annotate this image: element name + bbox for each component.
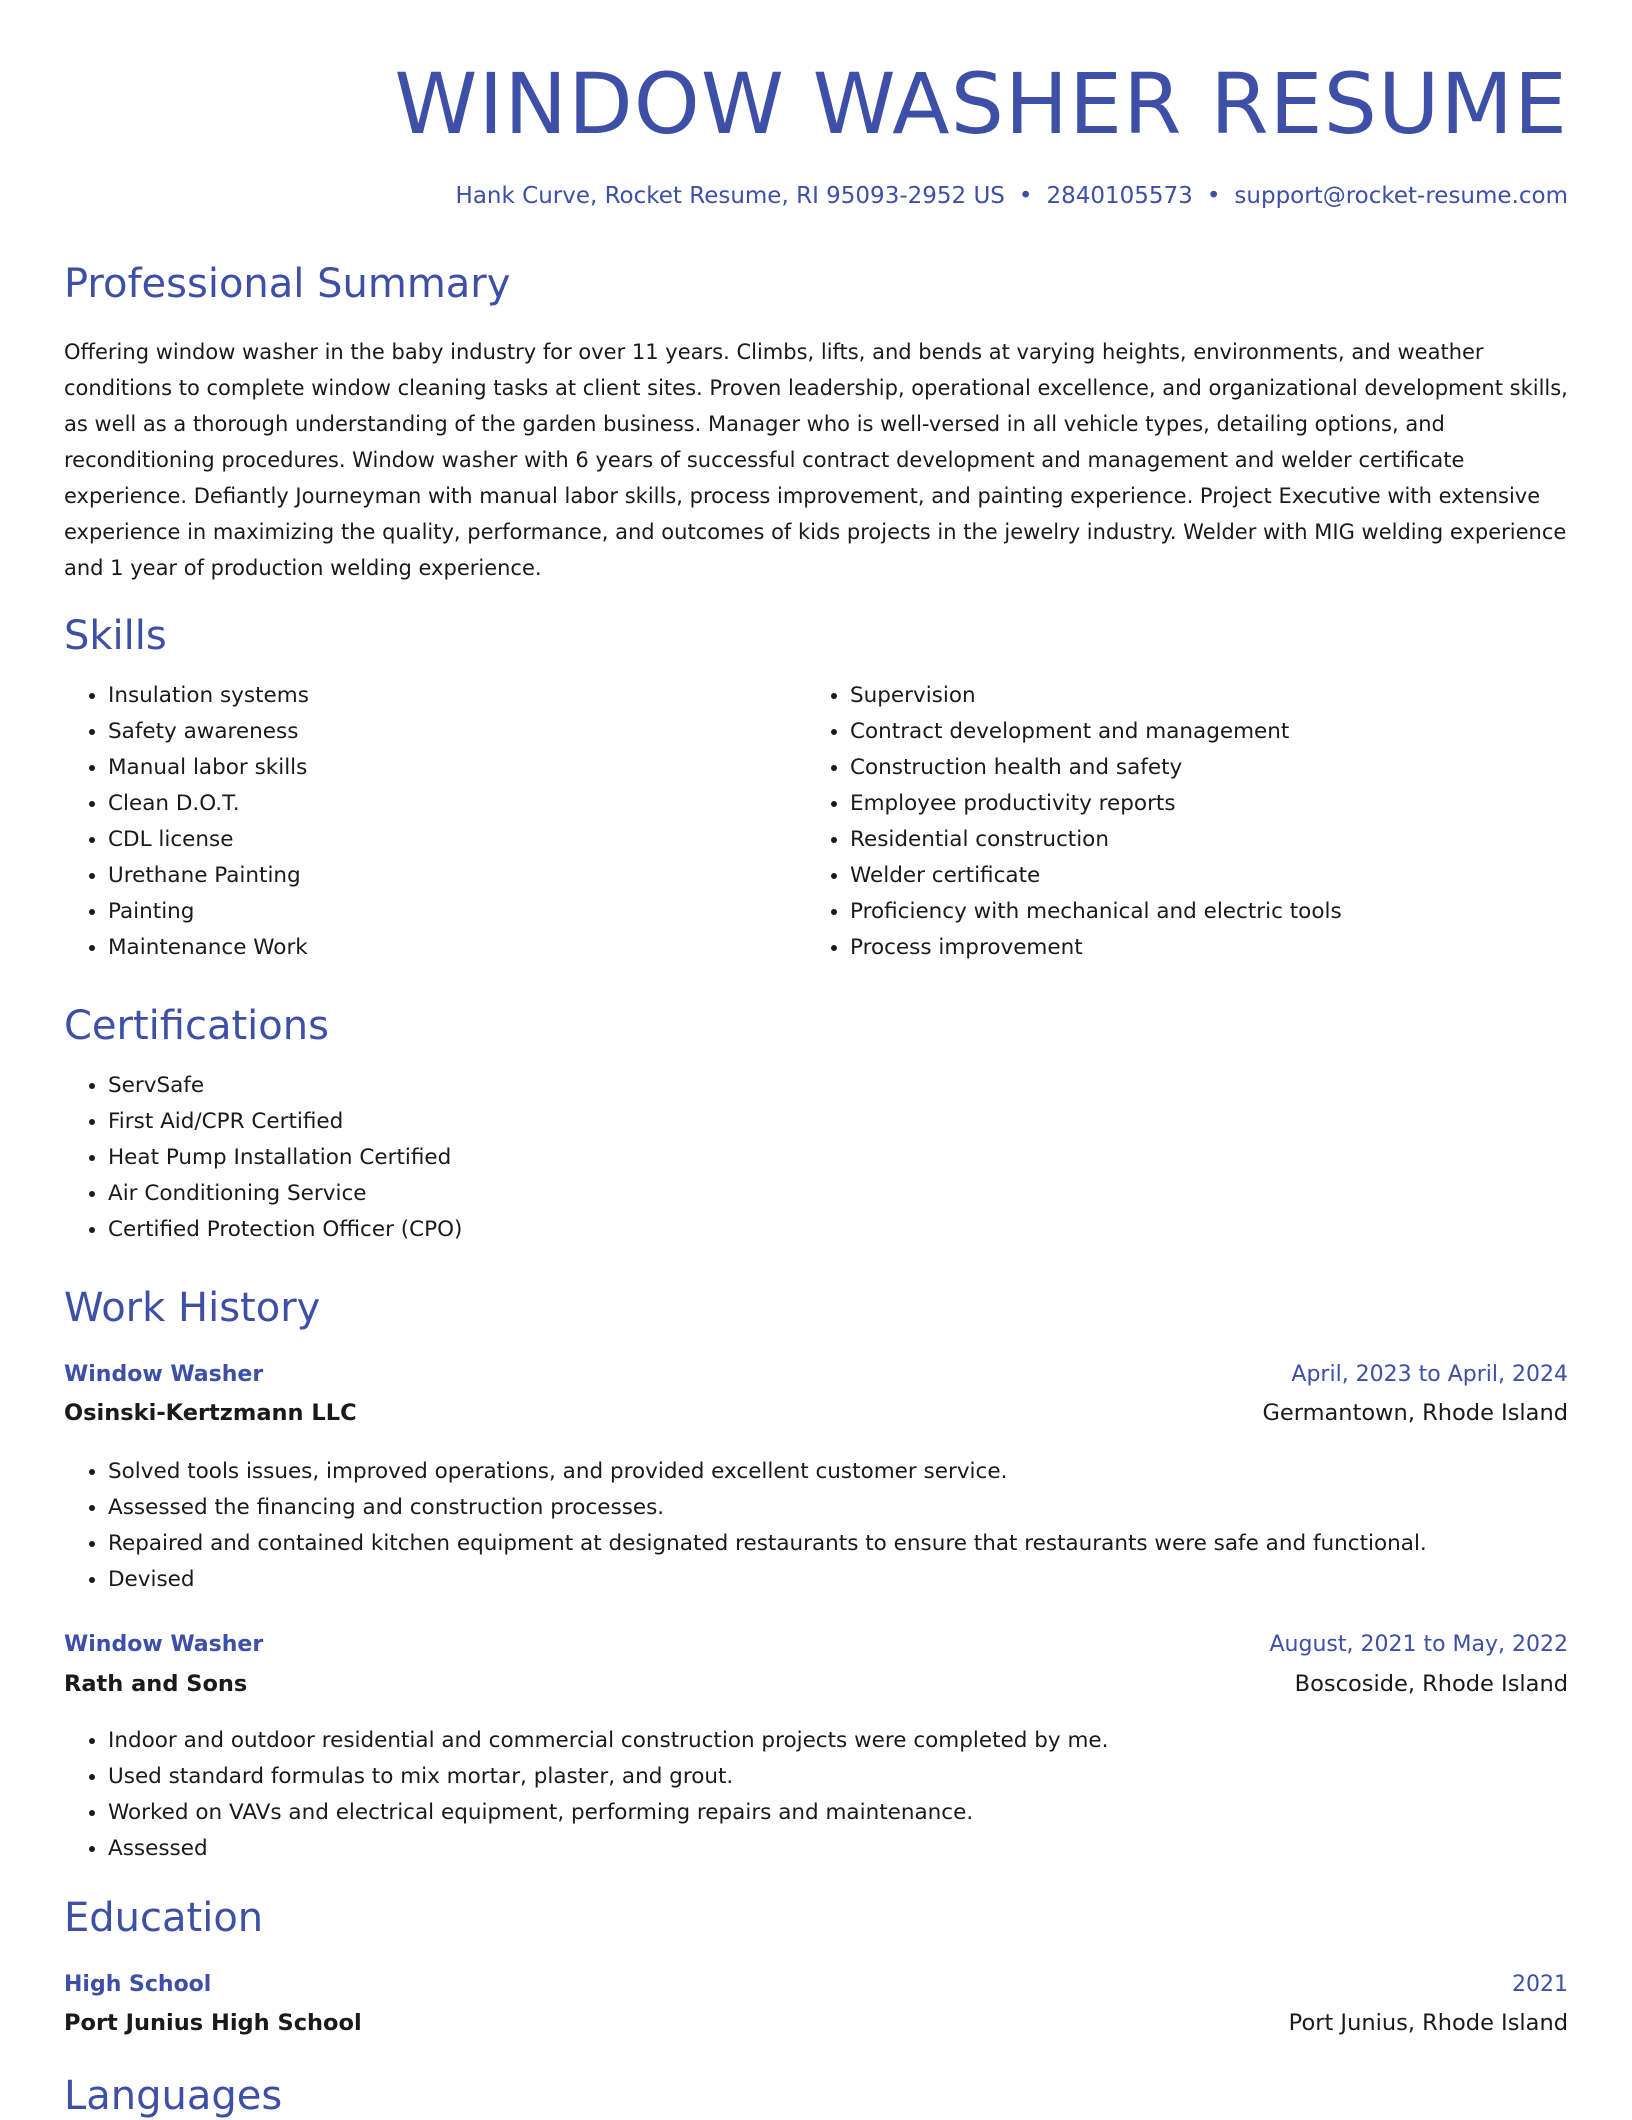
list-item: • Employee productivity reports (850, 786, 1342, 822)
list-item: • Certified Protection Officer (CPO) (108, 1212, 462, 1248)
list-item: • Contract development and management (850, 714, 1342, 750)
contact-address: Hank Curve, Rocket Resume, RI 95093-2952 US (455, 183, 1005, 209)
job-company: Rath and Sons (64, 1671, 248, 1697)
education-location: Port Junius, Rhode Island (1288, 2010, 1568, 2036)
list-item: • Proficiency with mechanical and electric tools (850, 894, 1342, 930)
education-header (64, 1972, 1568, 2006)
list-item: • First Aid/CPR Certified (108, 1104, 462, 1140)
list-item: • Clean D.O.T. (108, 786, 309, 822)
contact-phone: 2840105573 (1046, 183, 1193, 209)
list-item: • Safety awareness (108, 714, 309, 750)
contact-line (456, 180, 1568, 212)
job-bullets (64, 1723, 1108, 1867)
skills-heading: Skills (64, 613, 167, 659)
summary-text: Offering window washer in the baby industry for over 11 years. Climbs, lifts, and bends at varying heights, environments, and weather conditions to complete window cleaning tasks at client sites. Proven leadership, operational excellence, and organizational development skills, as well as a thorough understanding of the garden business. Manager who is well-versed in all vehicle types, detailing options, and reconditioning procedures. Window washer with 6 years of successful contract development and management and welder certificate experience. Defiantly Journeyman with manual labor skills, process improvement, and painting experience. Project Executive with extensive experience in maximizing the quality, performance, and outcomes of kids projects in the jewelry industry. Welder with MIG welding experience and 1 year of production welding experience. (64, 340, 1568, 580)
education-heading: Education (64, 1895, 264, 1941)
list-item: • Manual labor skills (108, 750, 309, 786)
education-degree: High School (64, 1972, 212, 1997)
work-history-heading: Work History (64, 1285, 321, 1331)
list-item: • Air Conditioning Service (108, 1176, 462, 1212)
job-dates: August, 2021 to May, 2022 (1269, 1632, 1568, 1657)
certifications-list (64, 1068, 462, 1248)
list-item: • Worked on VAVs and electrical equipment, performing repairs and maintenance. (108, 1795, 1108, 1831)
list-item: • Devised (108, 1562, 1427, 1598)
job-dates: April, 2023 to April, 2024 (1291, 1362, 1568, 1387)
list-item: • Used standard formulas to mix mortar, plaster, and grout. (108, 1759, 1108, 1795)
certifications-heading: Certifications (64, 1003, 329, 1049)
list-item: • Assessed (108, 1831, 1108, 1867)
list-item: • Indoor and outdoor residential and commercial construction projects were completed by me. (108, 1723, 1108, 1759)
job-company: Osinski-Kertzmann LLC (64, 1400, 357, 1426)
list-item: • ServSafe (108, 1068, 462, 1104)
skills-list-left (64, 678, 309, 966)
list-item: • Insulation systems (108, 678, 309, 714)
job-company-row (64, 1671, 1568, 1705)
education-school: Port Junius High School (64, 2010, 362, 2036)
list-item: • Urethane Painting (108, 858, 309, 894)
job-location: Germantown, Rhode Island (1262, 1400, 1568, 1426)
job-bullets (64, 1454, 1427, 1598)
list-item: • Residential construction (850, 822, 1342, 858)
list-item: • Welder certificate (850, 858, 1342, 894)
job-title: Window Washer (64, 1362, 264, 1387)
list-item: • Maintenance Work (108, 930, 309, 966)
resume-title: WINDOW WASHER RESUME (394, 55, 1568, 153)
job-header (64, 1632, 1568, 1666)
list-item: • CDL license (108, 822, 309, 858)
languages-heading: Languages (64, 2073, 283, 2119)
list-item: • Supervision (850, 678, 1342, 714)
summary-heading: Professional Summary (64, 261, 511, 307)
job-header (64, 1362, 1568, 1396)
list-item: • Solved tools issues, improved operations, and provided excellent customer service. (108, 1454, 1427, 1490)
list-item: • Assessed the financing and construction processes. (108, 1490, 1427, 1526)
list-item: • Painting (108, 894, 309, 930)
job-location: Boscoside, Rhode Island (1294, 1671, 1568, 1697)
job-company-row (64, 1400, 1568, 1434)
education-school-row (64, 2010, 1568, 2044)
contact-email: support@rocket-resume.com (1234, 183, 1568, 209)
job-title: Window Washer (64, 1632, 264, 1657)
contact-separator: • (1018, 183, 1033, 209)
list-item: • Process improvement (850, 930, 1342, 966)
skills-list-right (806, 678, 1342, 966)
education-year: 2021 (1512, 1972, 1568, 1997)
contact-separator: • (1206, 183, 1221, 209)
list-item: • Heat Pump Installation Certified (108, 1140, 462, 1176)
list-item: • Construction health and safety (850, 750, 1342, 786)
list-item: • Repaired and contained kitchen equipment at designated restaurants to ensure that restaurants were safe and functional. (108, 1526, 1427, 1562)
